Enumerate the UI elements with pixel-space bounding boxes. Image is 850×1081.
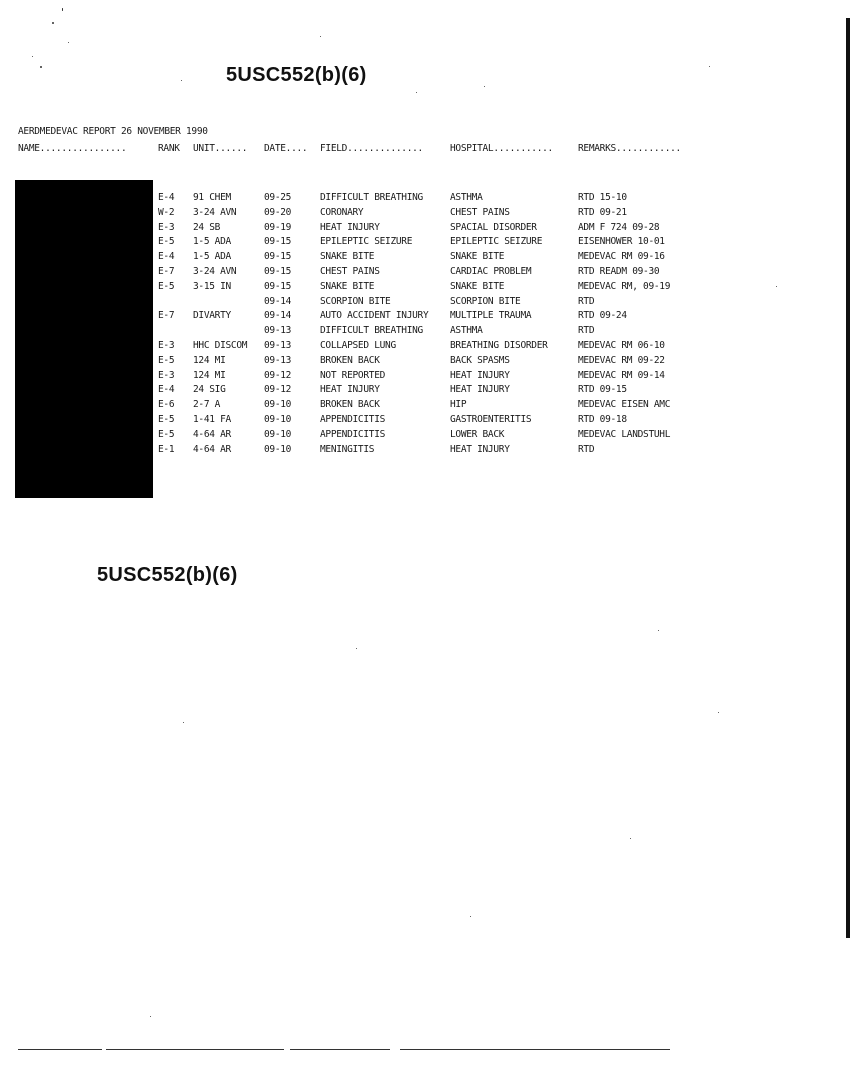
- cell-field: APPENDICITIS: [320, 414, 386, 425]
- scan-speck: [62, 8, 63, 11]
- cell-remarks: RTD: [578, 325, 595, 337]
- cell-unit: 124 MI: [193, 354, 226, 366]
- cell-hospital: CARDIAC PROBLEM: [450, 266, 532, 277]
- column-header-field: FIELD..............: [320, 143, 423, 154]
- cell-remarks: MEDEVAC LANDSTUHL: [578, 428, 671, 440]
- scan-speck: [40, 66, 42, 68]
- cell-field: MENINGITIS: [320, 443, 375, 455]
- cell-hospital: HIP: [450, 399, 467, 411]
- scan-line: [400, 1049, 670, 1050]
- report-table-body: [18, 192, 718, 492]
- cell-date: 09-19: [264, 221, 292, 233]
- cell-unit: HHC DISCOM: [193, 340, 248, 351]
- cell-rank: E-4: [158, 384, 175, 396]
- cell-unit: 3-15 IN: [193, 280, 231, 292]
- scan-line: [106, 1049, 284, 1050]
- cell-unit: 24 SB: [193, 221, 221, 233]
- cell-field: EPILEPTIC SEIZURE: [320, 236, 413, 248]
- scan-speck: [356, 648, 357, 649]
- scan-speck: [658, 630, 659, 631]
- cell-remarks: RTD 15-10: [578, 192, 627, 203]
- cell-unit: 1-5 ADA: [193, 251, 231, 263]
- cell-hospital: EPILEPTIC SEIZURE: [450, 236, 543, 248]
- cell-rank: E-6: [158, 399, 175, 411]
- cell-unit: 4-64 AR: [193, 443, 231, 455]
- cell-rank: E-7: [158, 266, 175, 277]
- cell-date: 09-12: [264, 369, 292, 381]
- cell-remarks: MEDEVAC RM 09-22: [578, 354, 665, 366]
- cell-unit: 24 SIG: [193, 384, 226, 396]
- cell-unit: 3-24 AVN: [193, 206, 237, 218]
- cell-date: 09-15: [264, 266, 292, 277]
- cell-date: 09-12: [264, 384, 292, 396]
- cell-remarks: RTD 09-21: [578, 206, 627, 218]
- cell-field: HEAT INJURY: [320, 384, 380, 396]
- cell-field: APPENDICITIS: [320, 428, 386, 440]
- cell-field: SNAKE BITE: [320, 280, 375, 292]
- cell-hospital: ASTHMA: [450, 192, 483, 203]
- cell-remarks: MEDEVAC RM 09-16: [578, 251, 665, 263]
- cell-date: 09-13: [264, 325, 292, 337]
- cell-field: SNAKE BITE: [320, 251, 375, 263]
- cell-hospital: BACK SPASMS: [450, 354, 510, 366]
- cell-hospital: CHEST PAINS: [450, 206, 510, 218]
- cell-hospital: HEAT INJURY: [450, 384, 510, 396]
- cell-field: HEAT INJURY: [320, 221, 380, 233]
- cell-hospital: MULTIPLE TRAUMA: [450, 310, 532, 322]
- cell-remarks: RTD READM 09-30: [578, 266, 660, 277]
- report-title: AERDMEDEVAC REPORT 26 NOVEMBER 1990: [18, 126, 208, 137]
- cell-remarks: MEDEVAC RM 06-10: [578, 340, 665, 351]
- scan-speck: [470, 916, 471, 917]
- cell-remarks: RTD 09-18: [578, 414, 627, 425]
- cell-rank: E-4: [158, 251, 175, 263]
- cell-unit: 1-41 FA: [193, 414, 231, 425]
- cell-rank: E-3: [158, 340, 175, 351]
- cell-date: 09-15: [264, 251, 292, 263]
- cell-hospital: BREATHING DISORDER: [450, 340, 548, 351]
- cell-date: 09-13: [264, 340, 292, 351]
- cell-hospital: SNAKE BITE: [450, 251, 505, 263]
- cell-unit: DIVARTY: [193, 310, 231, 322]
- cell-hospital: ASTHMA: [450, 325, 483, 337]
- cell-field: CHEST PAINS: [320, 266, 380, 277]
- cell-rank: E-5: [158, 236, 175, 248]
- scan-speck: [52, 22, 54, 24]
- scan-speck: [776, 286, 777, 287]
- cell-field: BROKEN BACK: [320, 399, 380, 411]
- cell-rank: E-5: [158, 280, 175, 292]
- cell-rank: E-3: [158, 369, 175, 381]
- column-header-remarks: REMARKS............: [578, 143, 681, 154]
- scan-speck: [718, 712, 719, 713]
- scan-line: [18, 1049, 102, 1050]
- cell-date: 09-10: [264, 428, 292, 440]
- scan-speck: [484, 86, 485, 87]
- cell-date: 09-10: [264, 443, 292, 455]
- cell-unit: 91 CHEM: [193, 192, 231, 203]
- cell-unit: 3-24 AVN: [193, 266, 237, 277]
- cell-date: 09-14: [264, 295, 292, 307]
- redaction-heading-top: 5USC552(b)(6): [226, 64, 367, 86]
- scan-speck: [32, 56, 33, 57]
- cell-date: 09-10: [264, 414, 292, 425]
- column-header-rank: RANK: [158, 143, 180, 154]
- cell-unit: 124 MI: [193, 369, 226, 381]
- cell-rank: E-5: [158, 428, 175, 440]
- cell-field: CORONARY: [320, 206, 364, 218]
- cell-field: NOT REPORTED: [320, 369, 386, 381]
- cell-rank: W-2: [158, 206, 175, 218]
- cell-date: 09-15: [264, 280, 292, 292]
- cell-date: 09-10: [264, 399, 292, 411]
- cell-field: COLLAPSED LUNG: [320, 340, 396, 351]
- cell-hospital: HEAT INJURY: [450, 443, 510, 455]
- redaction-heading-bottom: 5USC552(b)(6): [97, 564, 238, 586]
- cell-rank: E-5: [158, 354, 175, 366]
- scan-speck: [150, 1016, 151, 1017]
- scan-speck: [320, 36, 321, 37]
- cell-field: AUTO ACCIDENT INJURY: [320, 310, 429, 322]
- cell-remarks: RTD 09-24: [578, 310, 627, 322]
- cell-remarks: MEDEVAC RM, 09-19: [578, 280, 671, 292]
- column-header-unit: UNIT......: [193, 143, 248, 154]
- cell-unit: 1-5 ADA: [193, 236, 231, 248]
- cell-remarks: EISENHOWER 10-01: [578, 236, 665, 248]
- cell-date: 09-25: [264, 192, 292, 203]
- scan-speck: [181, 80, 182, 81]
- cell-field: SCORPION BITE: [320, 295, 391, 307]
- cell-date: 09-13: [264, 354, 292, 366]
- scan-speck: [630, 838, 631, 839]
- cell-rank: E-1: [158, 443, 175, 455]
- cell-unit: 2-7 A: [193, 399, 221, 411]
- scan-speck: [709, 66, 710, 67]
- column-header-date: DATE....: [264, 143, 308, 154]
- cell-remarks: MEDEVAC EISEN AMC: [578, 399, 671, 411]
- cell-remarks: ADM F 724 09-28: [578, 221, 660, 233]
- cell-hospital: SNAKE BITE: [450, 280, 505, 292]
- cell-unit: 4-64 AR: [193, 428, 231, 440]
- cell-rank: E-7: [158, 310, 175, 322]
- scan-line: [290, 1049, 390, 1050]
- cell-field: DIFFICULT BREATHING: [320, 325, 423, 337]
- cell-hospital: SCORPION BITE: [450, 295, 521, 307]
- column-header-hospital: HOSPITAL...........: [450, 143, 553, 154]
- cell-hospital: LOWER BACK: [450, 428, 505, 440]
- cell-rank: E-5: [158, 414, 175, 425]
- scan-speck: [183, 722, 184, 723]
- cell-rank: E-4: [158, 192, 175, 203]
- column-header-name: NAME................: [18, 143, 127, 154]
- cell-remarks: RTD: [578, 295, 595, 307]
- cell-date: 09-15: [264, 236, 292, 248]
- cell-date: 09-20: [264, 206, 292, 218]
- scan-speck: [416, 92, 417, 93]
- cell-remarks: MEDEVAC RM 09-14: [578, 369, 665, 381]
- cell-date: 09-14: [264, 310, 292, 322]
- cell-hospital: GASTROENTERITIS: [450, 414, 532, 425]
- scan-speck: [68, 42, 69, 43]
- cell-field: DIFFICULT BREATHING: [320, 192, 423, 203]
- cell-hospital: HEAT INJURY: [450, 369, 510, 381]
- cell-remarks: RTD: [578, 443, 595, 455]
- page-edge-shadow: [846, 18, 850, 938]
- cell-hospital: SPACIAL DISORDER: [450, 221, 537, 233]
- cell-field: BROKEN BACK: [320, 354, 380, 366]
- cell-remarks: RTD 09-15: [578, 384, 627, 396]
- cell-rank: E-3: [158, 221, 175, 233]
